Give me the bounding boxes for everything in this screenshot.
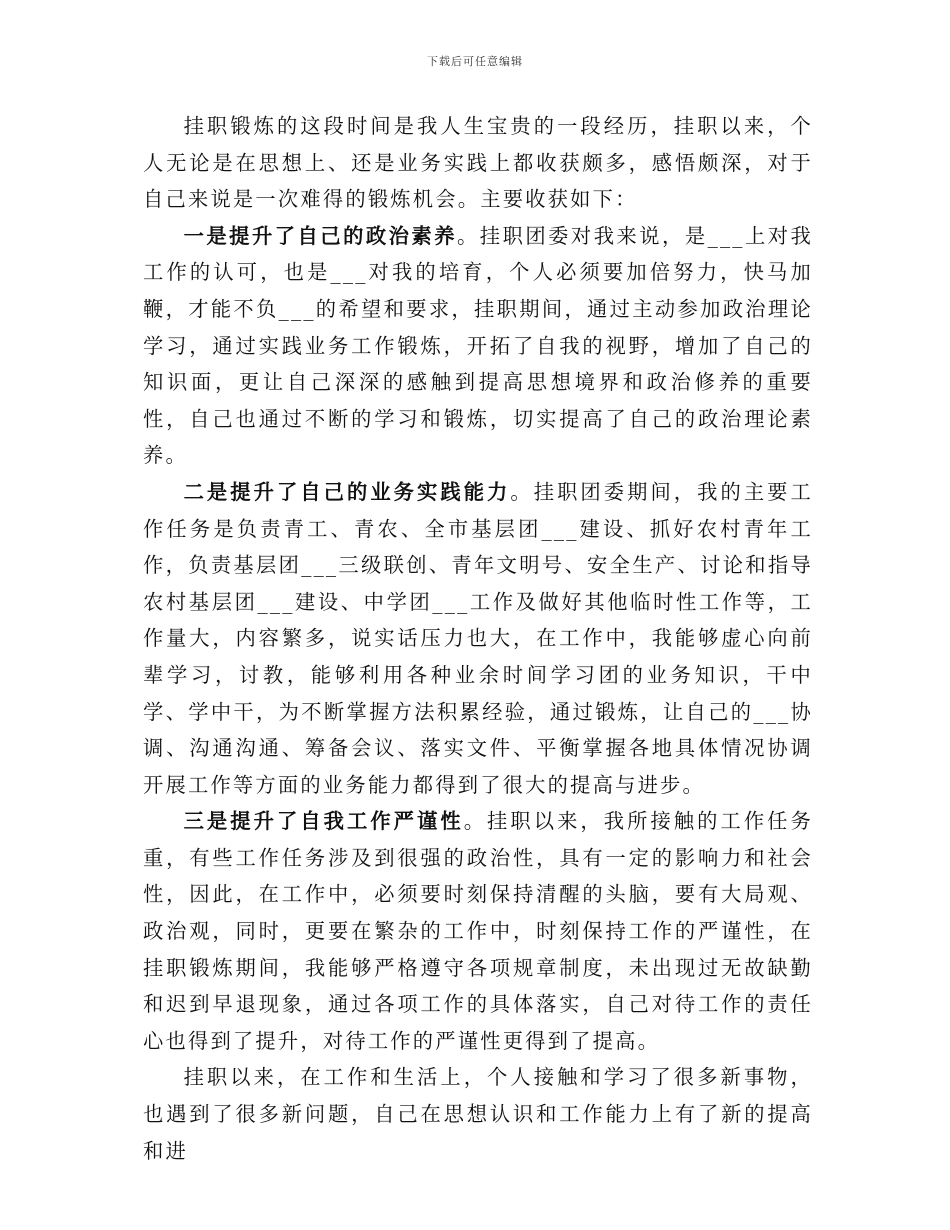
paragraph-text: 。挂职团委期间，我的主要工作任务是负责青工、青农、全市基层团___建设、抓好农村青年工作，负责基层团___三级联创、青年文明号、安全生产、讨论和指导农村基层团___建设、中学团___工作及做好其他临时性工作等，工作量大，内容繁多，说实话压力也大，在工作中，我能够虚心向前辈学习，讨教，能够利用各种业余时间学习团的业务知识，干中学、学中干，为不断掌握方法积累经验，通过锻炼，让自己的___协调、沟通沟通、筹备会议、落实文件、平衡掌握各地具体情况协调开展工作等方面的业务能力都得到了很大的提高与进步。 bbox=[143, 479, 813, 797]
paragraph-closing bbox=[143, 1059, 813, 1169]
paragraph-text: 。挂职以来，我所接触的工作任务重，有些工作任务涉及到很强的政治性，具有一定的影响力和社会性，因此，在工作中，必须要时刻保持清醒的头脑，要有大局观、政治观，同时，更要在繁杂的工作中，时刻保持工作的严谨性，在挂职锻炼期间，我能够严格遵守各项规章制度，未出现过无故缺勤和迟到早退现象，通过各项工作的具体落实，自己对待工作的责任心也得到了提升，对待工作的严谨性更得到了提高。 bbox=[143, 809, 813, 1053]
page-header: 下载后可任意编辑 bbox=[427, 55, 523, 68]
paragraph-point-3 bbox=[143, 803, 813, 1059]
paragraph-lead: 三是提升了自我工作严谨性 bbox=[183, 809, 464, 834]
paragraph-text: 。挂职团委对我来说，是___上对我工作的认可，也是___对我的培育，个人必须要加倍努力，快马加鞭，才能不负___的希望和要求，挂职期间，通过主动参加政治理论学习，通过实践业务工作锻炼，开拓了自我的视野，增加了自己的知识面，更让自己深深的感触到提高思想境界和政治修养的重要性，自己也通过不断的学习和锻炼，切实提高了自己的政治理论素养。 bbox=[143, 223, 813, 468]
paragraph-lead: 二是提升了自己的业务实践能力 bbox=[183, 479, 511, 504]
paragraph-point-2 bbox=[143, 474, 813, 803]
paragraph-point-1 bbox=[143, 218, 813, 474]
paragraph-text: 挂职锻炼的这段时间是我人生宝贵的一段经历，挂职以来，个人无论是在思想上、还是业务实践上都收获颇多，感悟颇深，对于自己来说是一次难得的锻炼机会。主要收获如下： bbox=[143, 114, 813, 212]
paragraph-text: 挂职以来，在工作和生活上，个人接触和学习了很多新事物，也遇到了很多新问题，自己在思想认识和工作能力上有了新的提高和进 bbox=[143, 1065, 813, 1163]
paragraph-intro bbox=[143, 108, 813, 218]
paragraph-lead: 一是提升了自己的政治素养 bbox=[183, 223, 457, 248]
document-body bbox=[143, 108, 813, 1169]
